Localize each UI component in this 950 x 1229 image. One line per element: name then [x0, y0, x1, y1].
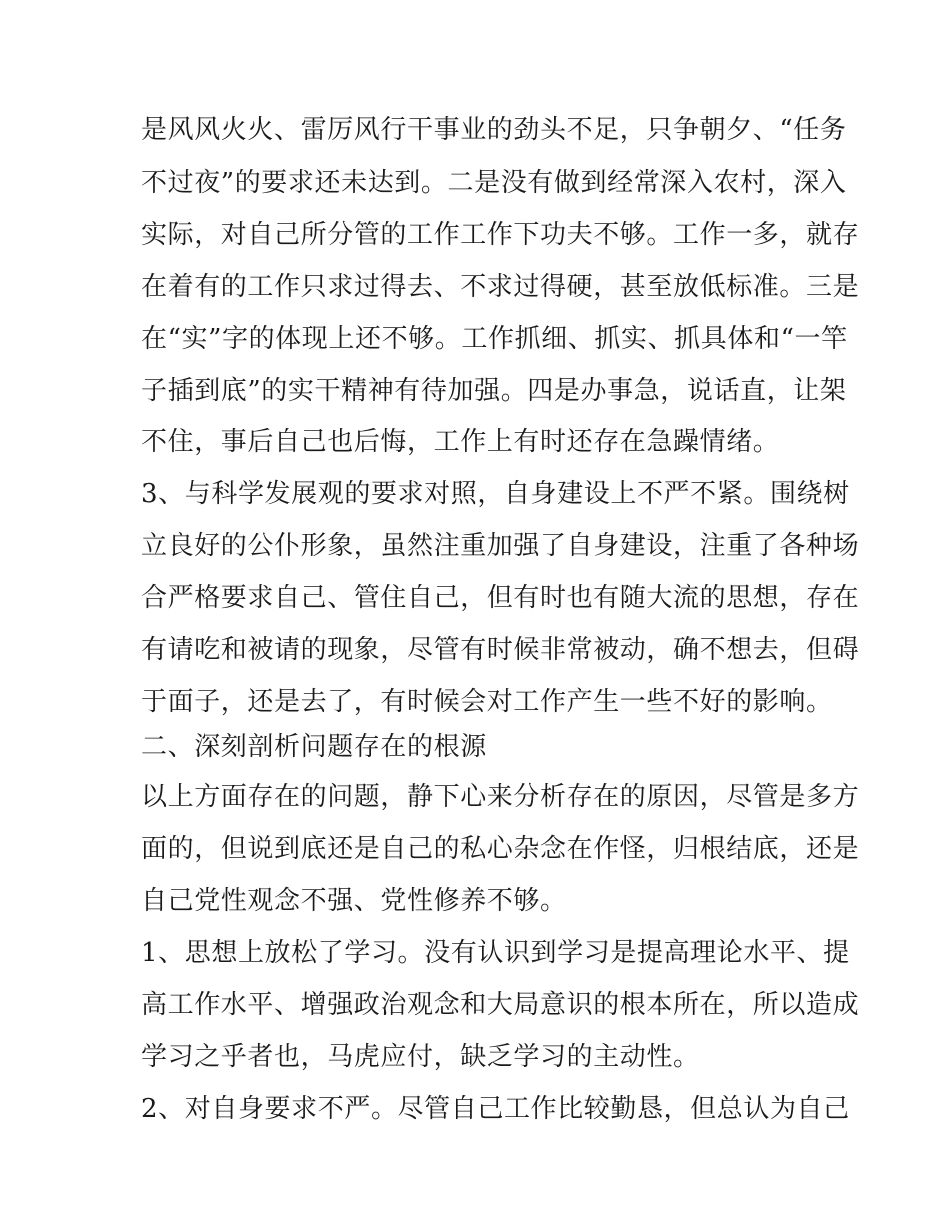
text-line: 不住，事后自己也后悔，工作上有时还存在急躁情绪。	[141, 427, 780, 457]
text-line: 于面子，还是去了，有时候会对工作产生一些不好的影响。	[141, 687, 833, 717]
text-line: 3、与科学发展观的要求对照，自身建设上不严不紧。围绕树	[141, 479, 850, 509]
text-line: 有请吃和被请的现象，尽管有时候非常被动，确不想去，但碍	[141, 635, 860, 665]
text-line: 是风风火火、雷厉风行干事业的劲头不足，只争朝夕、“任务	[141, 115, 847, 145]
text-line: 立良好的公仆形象，虽然注重加强了自身建设，注重了各种场	[141, 531, 860, 561]
text-line: 合严格要求自己、管住自己，但有时也有随大流的思想，存在	[141, 583, 860, 613]
text-line: 自己党性观念不强、党性修养不够。	[141, 886, 567, 916]
text-line: 2、对自身要求不严。尽管自己工作比较勤恳，但总认为自己	[141, 1094, 850, 1124]
text-line: 高工作水平、增强政治观念和大局意识的根本所在，所以造成	[141, 990, 860, 1020]
text-line: 子插到底”的实干精神有待加强。四是办事急，说话直，让架	[141, 376, 847, 406]
text-line: 在“实”字的体现上还不够。工作抓细、抓实、抓具体和“一竿	[141, 324, 848, 354]
text-line: 面的，但说到底还是自己的私心杂念在作怪，归根结底，还是	[141, 834, 860, 864]
text-line: 实际，对自己所分管的工作工作下功夫不够。工作一多，就存	[141, 220, 860, 250]
text-line: 学习之乎者也，马虎应付，缺乏学习的主动性。	[141, 1042, 700, 1072]
text-line: 以上方面存在的问题，静下心来分析存在的原因，尽管是多方	[141, 782, 860, 812]
text-line: 1、思想上放松了学习。没有认识到学习是提高理论水平、提	[141, 938, 850, 968]
text-line: 在着有的工作只求过得去、不求过得硬，甚至放低标准。三是	[141, 272, 860, 302]
text-line: 不过夜”的要求还未达到。二是没有做到经常深入农村，深入	[141, 168, 847, 198]
section-heading: 二、深刻剖析问题存在的根源	[141, 732, 487, 762]
